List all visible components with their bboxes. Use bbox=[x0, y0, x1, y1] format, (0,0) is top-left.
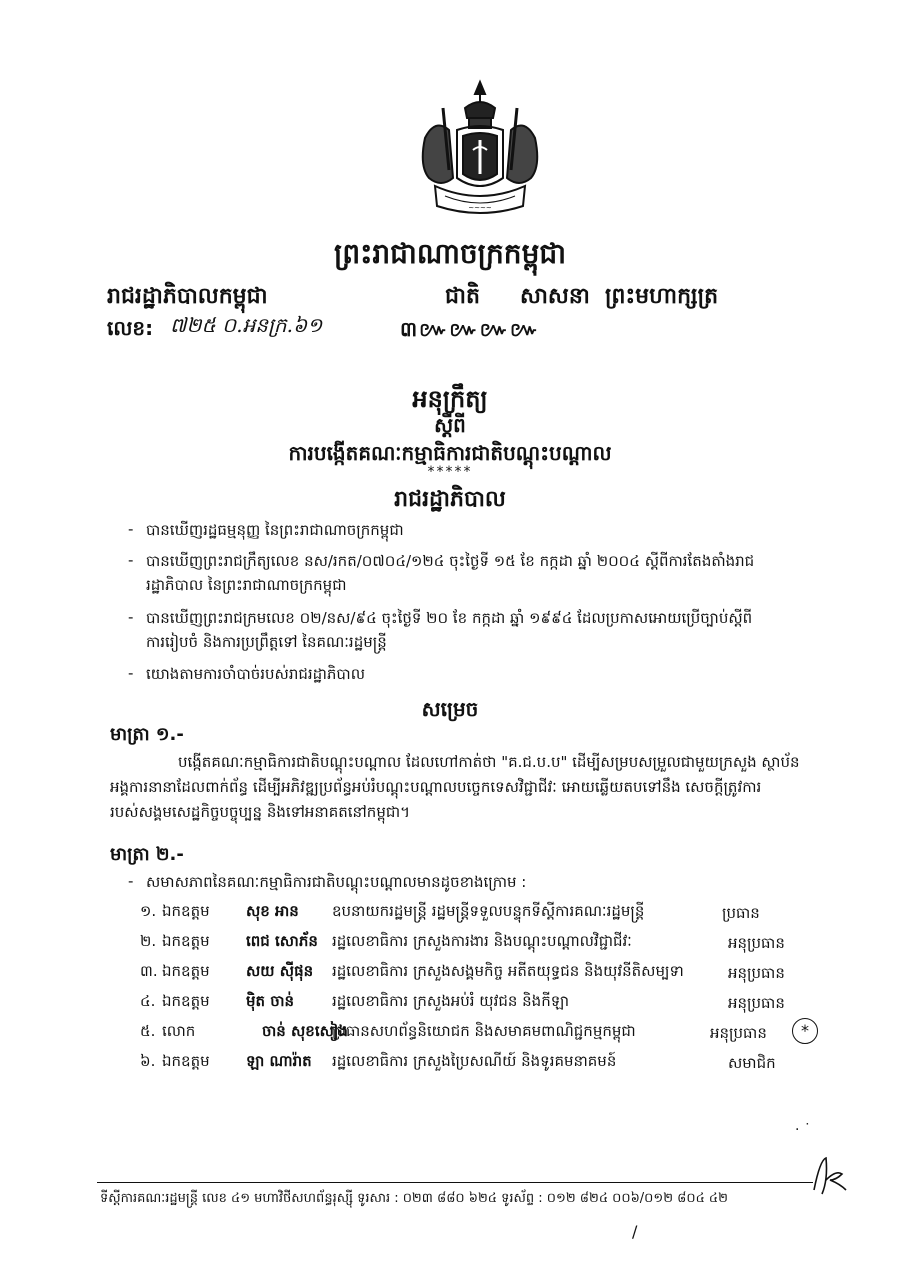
decision-heading: សម្រេច bbox=[421, 697, 479, 721]
article-2-heading: មាត្រា ២.- bbox=[110, 844, 184, 865]
stray-mark: / bbox=[632, 1222, 638, 1241]
member-title: លោក bbox=[162, 1022, 196, 1040]
member-position: រដ្ឋលេខាធិការ ក្រសួងប្រៃសណីយ៍ និងទូរគមនាគមន៍ bbox=[332, 1052, 617, 1070]
handwritten-signature bbox=[806, 1150, 856, 1200]
member-name: សុខ អាន bbox=[246, 902, 299, 920]
document-about: ស្តីពី bbox=[434, 413, 466, 437]
member-role: អនុប្រធាន bbox=[728, 964, 785, 982]
member-number: ១. bbox=[140, 902, 157, 920]
svg-text:~~~~: ~~~~ bbox=[468, 204, 492, 212]
ornament-divider: ៣៚៚៚៚ bbox=[400, 317, 541, 341]
preamble-item: បានឃើញព្រះរាជក្រឹត្យលេខ នស/រកត/០៧០៤/១២៤ ចុះថ្ងៃទី ១៥ ខែ កក្កដា ឆ្នាំ ២០០៤ ស្តីពីការតែងតាំងរាជ bbox=[146, 552, 755, 570]
member-title: ឯកឧត្តម bbox=[162, 962, 210, 980]
preamble-item-cont: រដ្ឋាភិបាល នៃព្រះរាជាណាចក្រកម្ពុជា bbox=[146, 576, 347, 594]
member-number: ២. bbox=[140, 932, 157, 950]
issuing-body: រាជរដ្ឋាភិបាល bbox=[394, 487, 506, 512]
bullet-dash: - bbox=[128, 551, 134, 569]
member-role: ប្រធាន bbox=[722, 904, 760, 922]
government-name: រាជរដ្ឋាភិបាលកម្ពុជា bbox=[107, 284, 268, 309]
member-role: អនុប្រធាន bbox=[728, 994, 785, 1012]
member-number: ៥. bbox=[140, 1022, 156, 1040]
member-number: ៣. bbox=[140, 962, 158, 980]
member-position: ឧបនាយករដ្ឋមន្ត្រី រដ្ឋមន្ត្រីទទួលបន្ទុកទីស្តីការគណៈរដ្ឋមន្ត្រី bbox=[332, 902, 645, 920]
member-name: ចាន់ សុខសៀង bbox=[262, 1022, 348, 1040]
footer-divider bbox=[97, 1182, 813, 1183]
preamble-item: បានឃើញព្រះរាជក្រមលេខ ០២/នស/៩៤ ចុះថ្ងៃទី ២០ ខែ កក្កដា ឆ្នាំ ១៩៩៤ ដែលប្រកាសអោយប្រើច្បាប់ស្តីពី bbox=[146, 609, 753, 627]
member-role: អនុប្រធាន bbox=[728, 934, 785, 952]
bullet-dash: - bbox=[128, 872, 134, 890]
kingdom-title: ព្រះរាជាណាចក្រកម្ពុជា bbox=[333, 237, 566, 270]
royal-coat-of-arms bbox=[405, 78, 555, 228]
stray-mark: · ˙ bbox=[795, 1122, 811, 1138]
article-1-line: របស់សង្គមសេដ្ឋកិច្ចបច្ចុប្បន្ន និងទៅអនាគតនៅកម្ពុជា។ bbox=[110, 803, 411, 821]
bullet-dash: - bbox=[128, 520, 134, 538]
member-name: សយ ស៊ីផុន bbox=[246, 962, 314, 980]
member-title: ឯកឧត្តម bbox=[162, 992, 210, 1010]
article-2-intro: សមាសភាពនៃគណៈកម្មាធិការជាតិបណ្តុះបណ្តាលមានដូចខាងក្រោម : bbox=[146, 873, 527, 891]
article-1-line: អង្គការនានាដែលពាក់ព័ន្ធ ដើម្បីអភិវឌ្ឍប្រព័ន្ធអប់រំបណ្តុះបណ្តាលបច្ចេកទេសវិជ្ជាជីវៈ អោយឆ្លើយតបទៅនឹង សេចក្តីត្រូវការ bbox=[110, 778, 762, 796]
member-name: ម៉ិត ចាន់ bbox=[246, 992, 295, 1010]
preamble-item-cont: ការរៀបចំ និងការប្រព្រឹត្តទៅ នៃគណៈរដ្ឋមន្ត្រី bbox=[146, 633, 387, 651]
article-1-heading: មាត្រា ១.- bbox=[110, 724, 184, 745]
document-type: អនុក្រឹត្យ bbox=[412, 385, 488, 413]
article-1-line: បង្កើតគណៈកម្មាធិការជាតិបណ្តុះបណ្តាល ដែលហៅកាត់ថា "គ.ជ.ប.ប" ដើម្បីសម្របសម្រួលជាមួយក្រសួង ស្ថាប័ន bbox=[178, 753, 800, 771]
member-title: ឯកឧត្តម bbox=[162, 932, 210, 950]
footer-address: ទីស្តីការគណៈរដ្ឋមន្ត្រី លេខ ៤១ មហាវិថីសហព័ន្ធរុស្ស៊ី ទូរសារ : ០២៣ ៨៨០ ៦២៤ ទូរស័ព្ទ : ០១២ ៨២៤ ០០៦/០១២ ៨០៤ ៤២ bbox=[100, 1191, 728, 1206]
member-number: ៤. bbox=[140, 992, 156, 1010]
bullet-dash: - bbox=[128, 608, 134, 626]
member-name: ឡា ណារ៉ាត bbox=[246, 1052, 312, 1070]
document-number-label: លេខ: bbox=[107, 316, 154, 340]
motto-king: ព្រះមហាក្សត្រ bbox=[605, 284, 719, 309]
bullet-dash: - bbox=[128, 664, 134, 682]
handwritten-mark-icon: * bbox=[792, 1018, 818, 1044]
member-title: ឯកឧត្តម bbox=[162, 902, 210, 920]
member-position: រដ្ឋលេខាធិការ ក្រសួងអប់រំ យុវជន និងកីឡា bbox=[332, 992, 570, 1010]
member-position: ប្រធានសហព័ន្ធនិយោជក និងសមាគមពាណិជ្ជកម្មកម្ពុជា bbox=[332, 1022, 636, 1040]
member-position: រដ្ឋលេខាធិការ ក្រសួងការងារ និងបណ្តុះបណ្តាលវិជ្ជាជីវៈ bbox=[332, 932, 632, 950]
stars-divider: ***** bbox=[427, 464, 473, 480]
preamble-item: យោងតាមការចាំបាច់របស់រាជរដ្ឋាភិបាល bbox=[146, 665, 365, 683]
document-number-value: ៧២៥ ០.អនក្រ.៦១ bbox=[170, 313, 323, 337]
motto-religion: សាសនា bbox=[520, 284, 590, 309]
member-number: ៦. bbox=[140, 1052, 156, 1070]
preamble-item: បានឃើញរដ្ឋធម្មនុញ្ញ នៃព្រះរាជាណាចក្រកម្ពុជា bbox=[146, 521, 404, 539]
member-role: អនុប្រធាន bbox=[710, 1024, 767, 1042]
motto-nation: ជាតិ bbox=[445, 284, 480, 309]
member-name: ពេជ សោភ័ន bbox=[246, 932, 318, 950]
member-title: ឯកឧត្តម bbox=[162, 1052, 210, 1070]
member-position: រដ្ឋលេខាធិការ ក្រសួងសង្គមកិច្ច អតីតយុទ្ធជន និងយុវនីតិសម្បទា bbox=[332, 962, 684, 980]
member-role: សមាជិក bbox=[728, 1054, 776, 1072]
document-subject: ការបង្កើតគណៈកម្មាធិការជាតិបណ្តុះបណ្តាល bbox=[288, 441, 612, 465]
